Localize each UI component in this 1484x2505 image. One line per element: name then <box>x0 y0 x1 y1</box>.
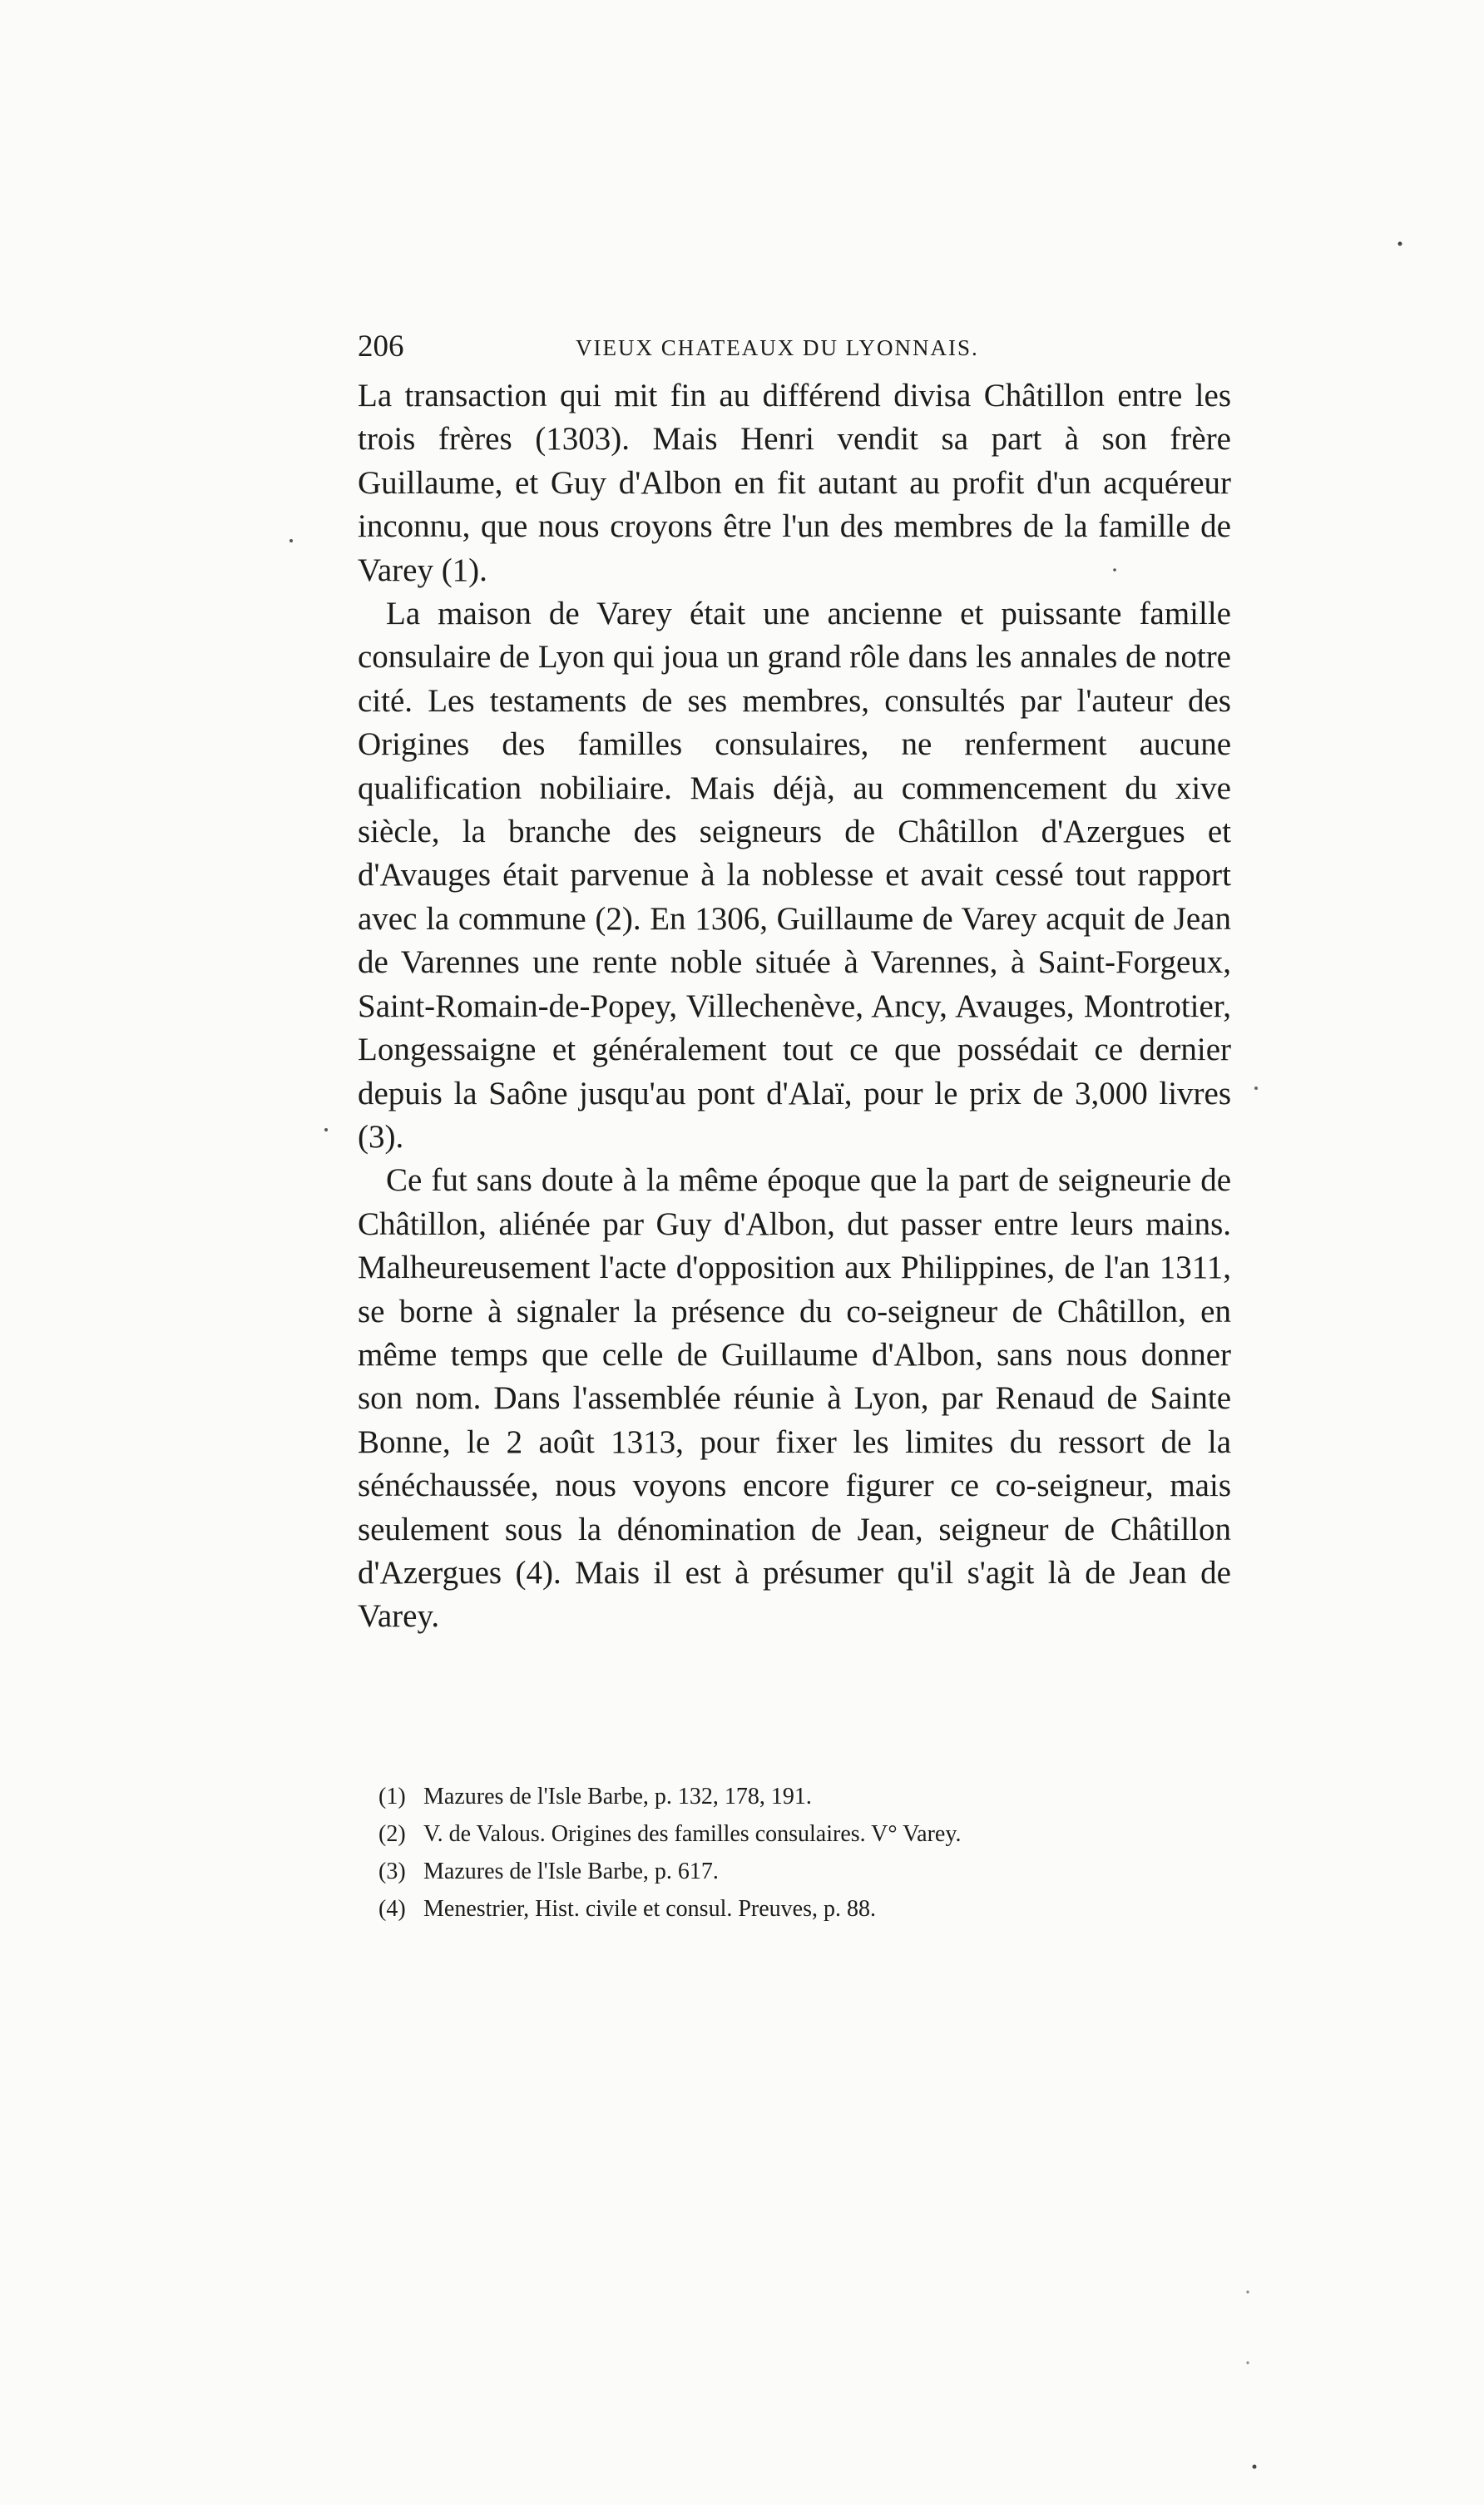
footnote-number: (2) <box>378 1821 406 1847</box>
page-number: 206 <box>358 329 404 364</box>
paragraph-3: Ce fut sans doute à la même époque que la part de seigneurie de Châtillon, aliénée par Guy d'Albon, dut passer entre leurs mains. Malheureusement l'acte d'opposition aux Philippines, de l'an 1311, se borne à signaler la présence du co-seigneur de Châtillon, en même temps que celle de Guillaume d'Albon, sans nous donner son nom. Dans l'assemblée réunie à Lyon, par Renaud de Sainte Bonne, le 2 août 1313, pour fixer les limites du ressort de la sénéchaussée, nous voyons encore figurer ce co-seigneur, mais seulement sous la dénomination de Jean, seigneur de Châtillon d'Azergues (4). Mais il est à présumer qu'il s'agit là de Jean de Varey. <box>358 1162 1231 1635</box>
footnote-text: V. de Valous. Origines des familles consulaires. V° Varey. <box>423 1821 962 1847</box>
footnote-text: Mazures de l'Isle Barbe, p. 132, 178, 191. <box>423 1784 812 1809</box>
running-head <box>358 329 1023 370</box>
footnotes <box>378 1778 1252 1928</box>
paragraph-2: La maison de Varey était une ancienne et puissante famille consulaire de Lyon qui joua un grand rôle dans les annales de notre cité. Les testaments de ses membres, consultés par l'auteur des Origines des familles consulaires, ne renferment aucune qualification nobiliaire. Mais déjà, au commencement du xive siècle, la branche des seigneurs de Châtillon d'Azergues et d'Avauges était parvenue à la noblesse et avait cessé tout rapport avec la commune (2). En 1306, Guillaume de Varey acquit de Jean de Varennes une rente noble située à Varennes, à Saint-Forgeux, Saint-Romain-de-Popey, Villechenève, Ancy, Avauges, Montrotier, Longessaigne et généralement tout ce que possédait ce dernier depuis la Saône jusqu'au pont d'Alaï, pour le prix de 3,000 livres (3). <box>358 596 1231 1155</box>
footnote-text: Menestrier, Hist. civile et consul. Preuves, p. 88. <box>423 1896 876 1922</box>
footnote-4 <box>378 1890 1252 1928</box>
footnote-1 <box>378 1778 1252 1815</box>
paragraph-1: La transaction qui mit fin au différend divisa Châtillon entre les trois frères (1303). Mais Henri vendit sa part à son frère Guillaume, et Guy d'Albon en fit autant au profit d'un acquéreur inconnu, que nous croyons être l'un des membres de la famille de Varey (1). <box>358 378 1231 588</box>
footnote-number: (4) <box>378 1896 406 1922</box>
running-title: VIEUX CHATEAUX DU LYONNAIS. <box>576 335 979 360</box>
body-text <box>358 374 1231 1639</box>
footnote-3 <box>378 1853 1252 1890</box>
footnote-number: (1) <box>378 1784 406 1809</box>
footnote-2 <box>378 1815 1252 1853</box>
footnote-number: (3) <box>378 1859 406 1884</box>
footnote-text: Mazures de l'Isle Barbe, p. 617. <box>423 1859 719 1884</box>
